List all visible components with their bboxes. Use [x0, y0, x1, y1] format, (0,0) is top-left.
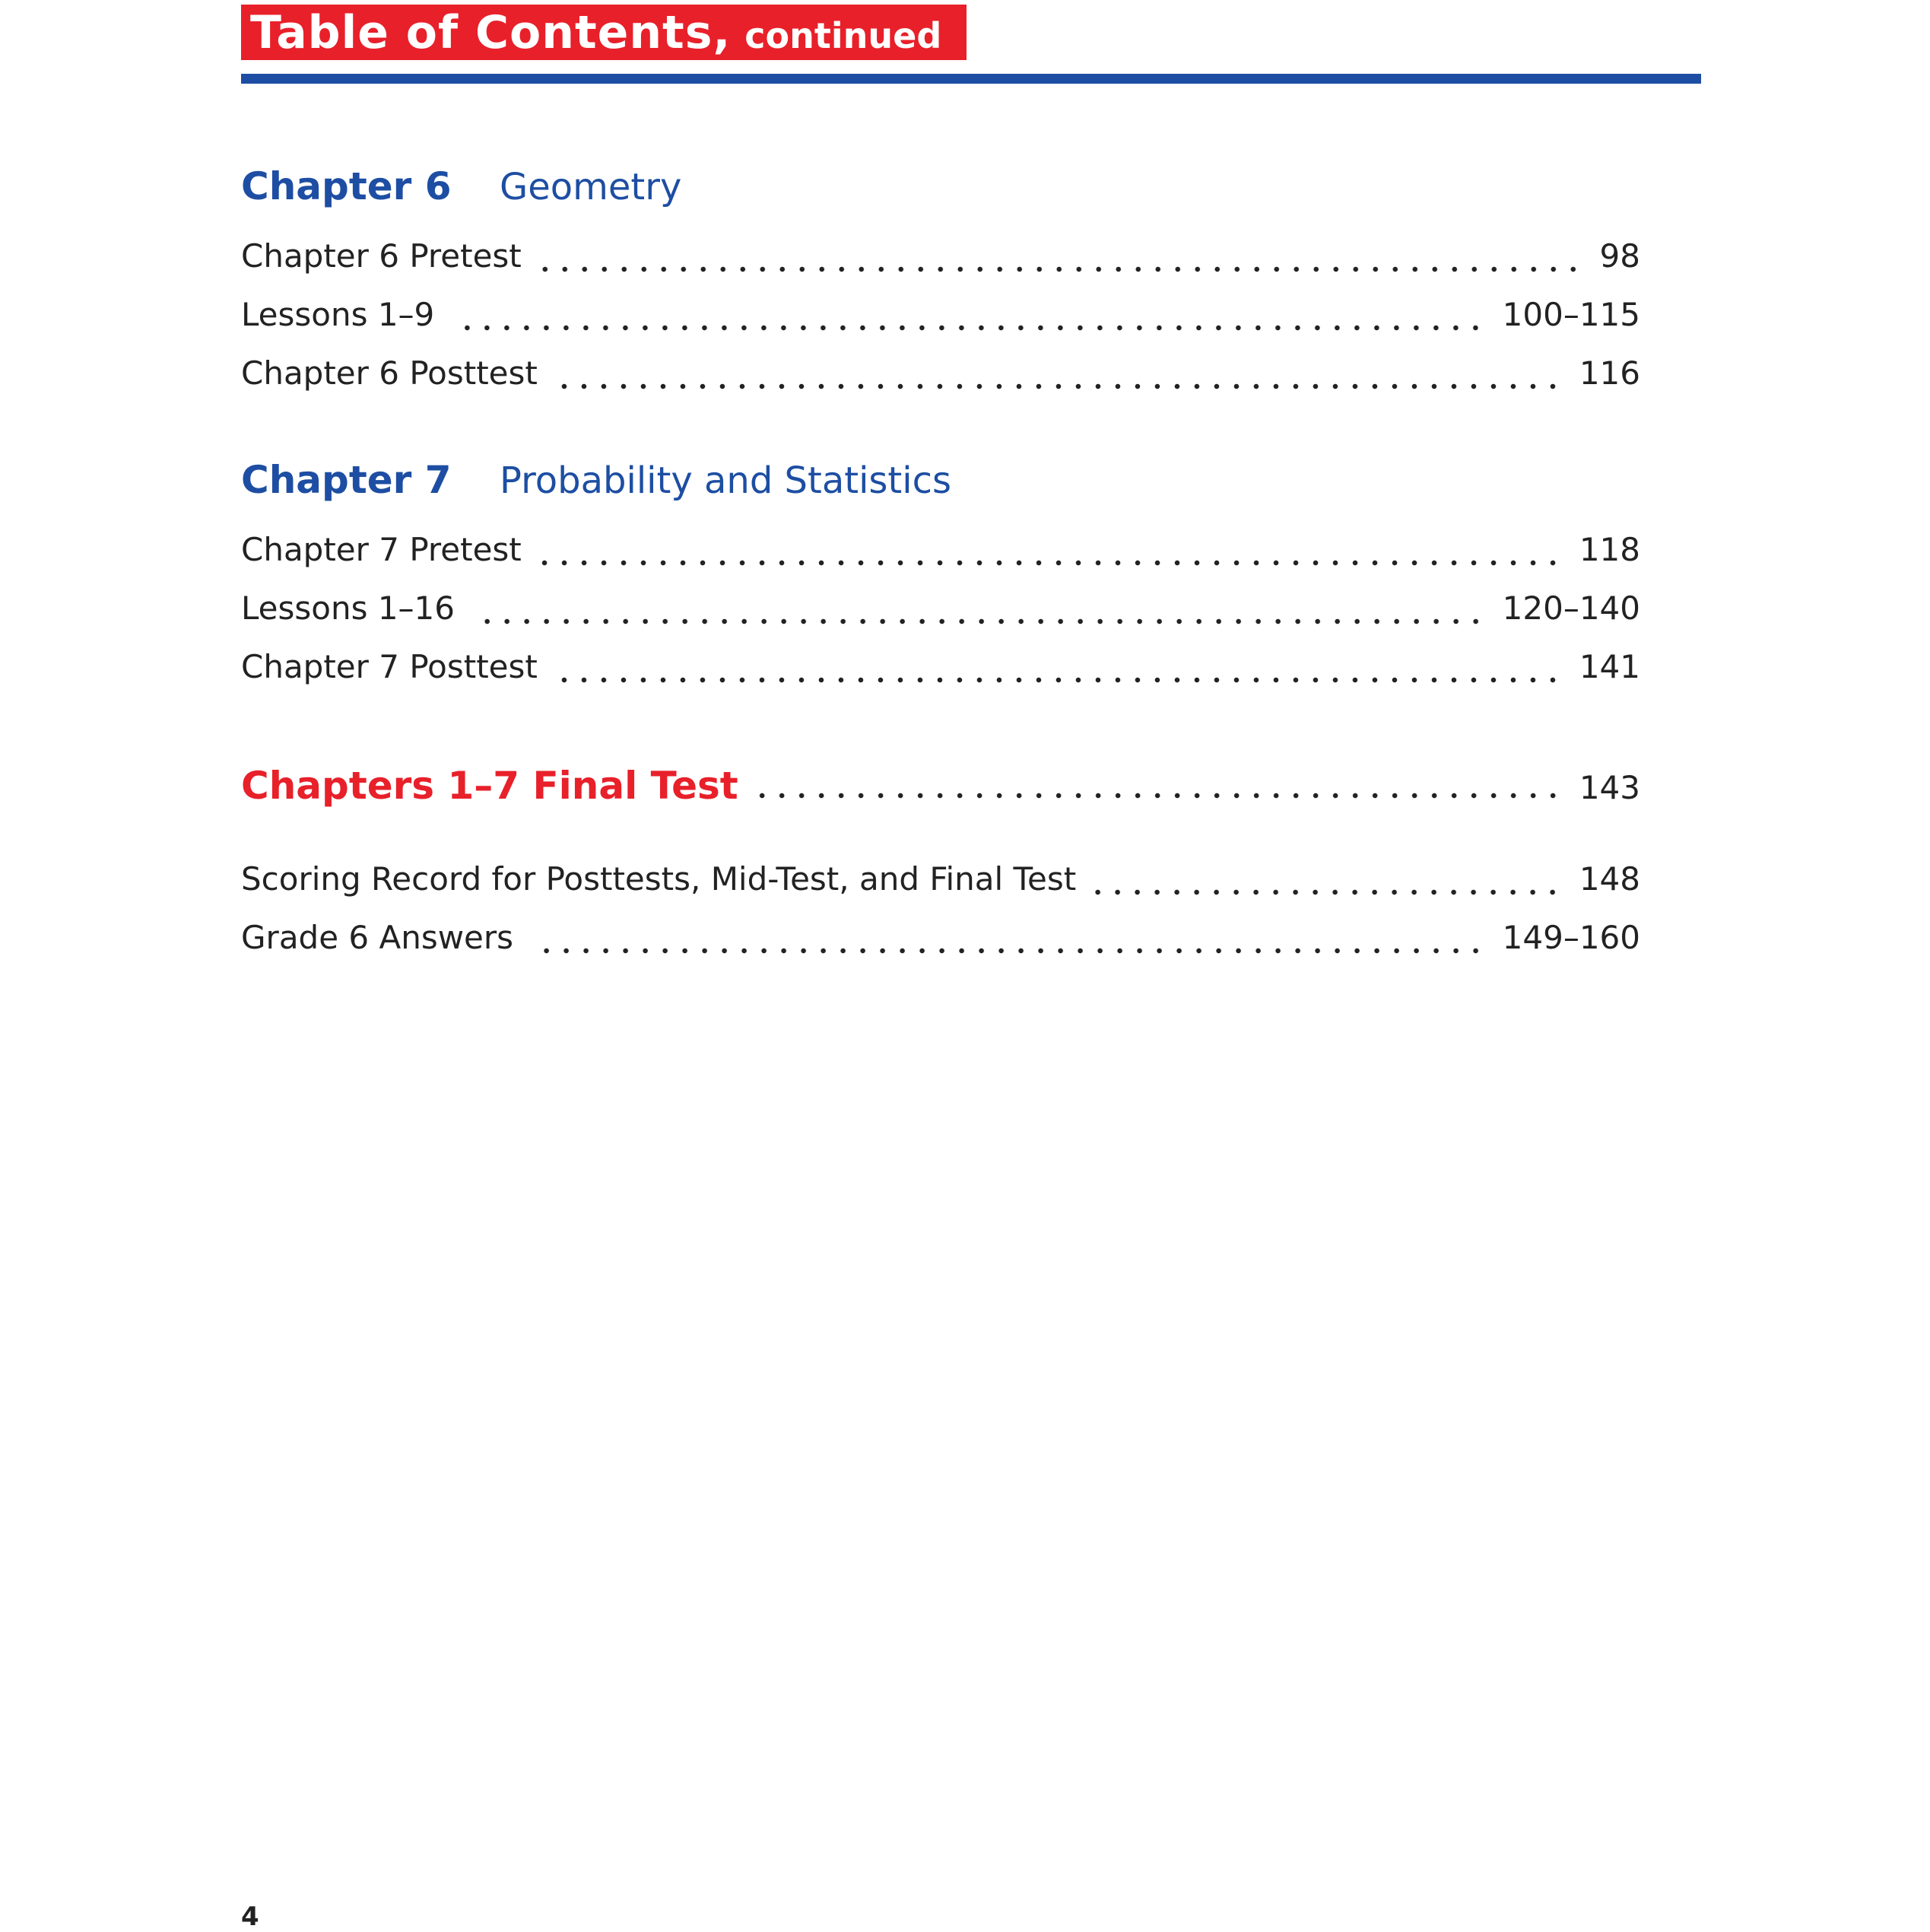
entry-label: Scoring Record for Posttests, Mid-Test, and Final Test [241, 860, 1077, 898]
toc-entry[interactable] [241, 648, 1640, 694]
toc-entry[interactable] [241, 531, 1640, 577]
dot-leader [473, 618, 1486, 624]
header-rule [241, 74, 1701, 84]
entry-page: 143 [1579, 769, 1640, 806]
toc-entry[interactable] [241, 589, 1640, 635]
toc-entry[interactable] [241, 860, 1640, 906]
dot-leader [532, 948, 1486, 954]
entry-page: 116 [1579, 354, 1640, 392]
toc-entry[interactable] [241, 919, 1640, 964]
chapter-label: Chapter 7 [241, 458, 452, 502]
dot-leader [757, 793, 1563, 799]
entry-page: 118 [1579, 531, 1640, 568]
entry-label: Grade 6 Answers [241, 919, 514, 956]
chapter-title: Probability and Statistics [500, 459, 951, 502]
toc-entry[interactable] [241, 296, 1640, 342]
entry-label: Lessons 1–16 [241, 589, 455, 627]
final-test-label: Chapters 1–7 Final Test [241, 764, 738, 808]
toc-title: Table of Contents, [250, 5, 732, 59]
entry-page: 149–160 [1502, 919, 1640, 956]
entry-label: Chapter 7 Pretest [241, 531, 522, 568]
dot-leader [556, 383, 1563, 389]
toc-entry[interactable] [241, 354, 1640, 400]
entry-label: Chapter 6 Posttest [241, 354, 538, 392]
dot-leader [452, 325, 1485, 331]
entry-page: 98 [1599, 237, 1640, 275]
chapter-6-heading [241, 164, 681, 213]
toc-entry[interactable] [241, 237, 1640, 283]
entry-page: 148 [1579, 860, 1640, 898]
chapter-7-heading [241, 458, 951, 507]
entry-page: 120–140 [1502, 589, 1640, 627]
chapter-title: Geometry [500, 166, 682, 208]
dot-leader [540, 266, 1583, 272]
toc-title-banner [241, 5, 967, 60]
chapter-label: Chapter 6 [241, 164, 452, 208]
entry-label: Chapter 6 Pretest [241, 237, 522, 275]
entry-page: 141 [1579, 648, 1640, 685]
dot-leader [540, 560, 1563, 566]
entry-label: Chapter 7 Posttest [241, 648, 538, 685]
dot-leader [1094, 889, 1563, 895]
entry-label: Lessons 1–9 [241, 296, 435, 333]
final-test-entry[interactable] [241, 764, 1640, 809]
page-number: 4 [241, 1902, 259, 1932]
toc-subtitle: continued [744, 14, 942, 56]
dot-leader [556, 677, 1563, 683]
entry-page: 100–115 [1502, 296, 1640, 333]
